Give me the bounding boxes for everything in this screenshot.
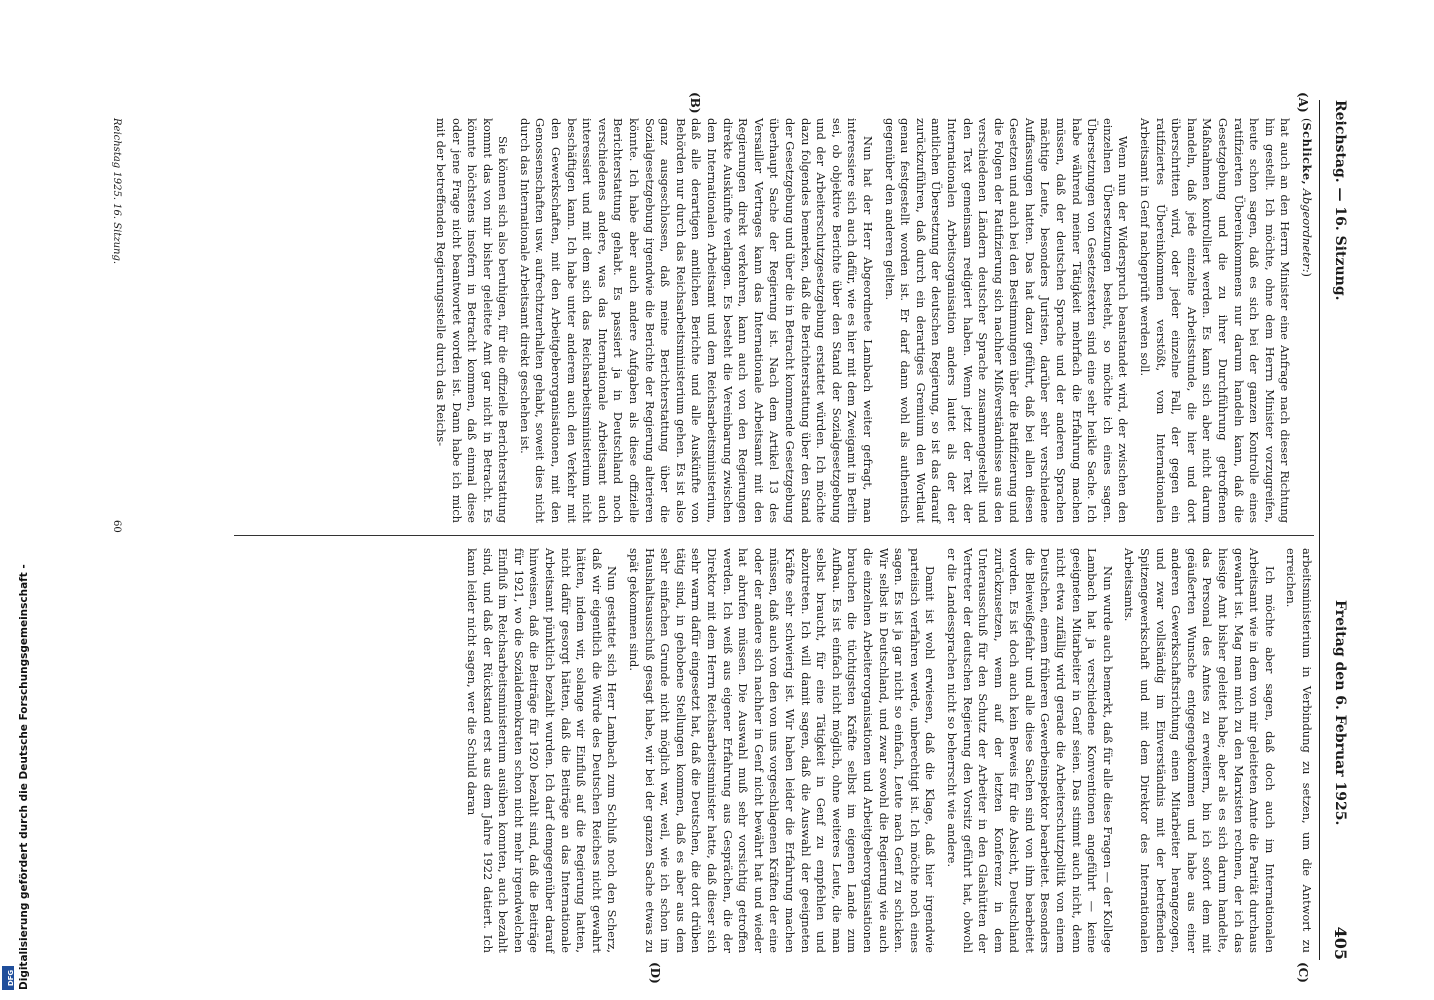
footer-page-mark: 60 [111, 520, 122, 533]
header-left: Reichstag. — 16. Sitzung. [1332, 100, 1348, 301]
paragraph: arbeitsministerium in Verbindung zu setzen, um die Antwort zu erreichen. [1284, 548, 1314, 953]
margin-marker-c: (C) [1296, 962, 1310, 983]
paragraph: Damit ist wohl erwiesen, daß die Klage, daß hier irgendwie parteiisch verfahren werde, unberechtigt ist. Ich möchte noch eines sagen. Es ist ja gar nicht so einfach, Leute nach Genf zu schicken. Wir selbst in Deutschland, und zwar sowohl die Regierung wie auch die einzelnen Arbeiterorganisationen und Arbeitgeberorganisationen brauchen die tüchtigsten Kräfte selbst im eigenen Lande zum Aufbau. Es ist einfach nicht möglich, ohne weiteres Leute, die man selbst braucht, für eine Tätigkeit in Genf zu empfehlen und abzutreten. Ich will damit sagen, daß die Auswahl der geeigneten Kräfte sehr schwierig ist. Wir haben leider die Erfahrung machen müssen, daß auch von den von uns vorgeschlagenen Kräften der eine oder der andere sich nachher in Genf nicht bewährt hat und wieder hat abrufen müssen. Die Auswahl muß sehr vorsichtig getroffen werden. Ich weiß aus eigener Erfahrung aus Gesprächen, die der Direktor mit dem Herrn Reichsarbeitsminister hatte, daß dieser sich sehr warm dafür eingesetzt hat, daß die Deutschen, die dort drüben tätig sind, in gehobene Stellungen kommen, daß es aber aus dem sehr einfachen Grunde nicht möglich war, weil, wie ich schon im Haushaltsausschuß gesagt habe, wir bei der ganzen Sache etwas zu spät gekommen sind. [627, 548, 938, 953]
paragraph: Ich möchte aber sagen, daß doch auch im Internationalen Arbeitsamt wie in dem von mir geleiteten Amte die Parität durchaus gewahrt ist. Mag man mich zu den Marxisten rechnen, der ich das hiesige Amt bisher geleitet habe; aber als es sich darum handelte, das Personal des Amtes zu erweitern, bin ich sofort dem mit geäußerten Wunsche entgegengekommen und habe aus einer anderen Gewerkschaftsrichtung einen Mitarbeiter herangezogen, und zwar vollständig im Einverständnis mit der betreffenden Spitzengewerkschaft und mit dem Direktor des Internationalen Arbeitsamts. [1122, 548, 1277, 953]
speaker-name: Schlicke, [1300, 122, 1314, 186]
column-divider [234, 535, 1314, 536]
left-column [426, 118, 1314, 523]
page-number: 405 [1331, 926, 1350, 960]
digitization-credit: Digitalisierung gefördert durch die Deutsche Forschungsgemeinschaft - [18, 564, 30, 990]
margin-marker-b: (B) [688, 92, 702, 114]
margin-marker-a: (A) [1296, 92, 1310, 113]
paragraph: Nun gestattet sich Herr Lambach zum Schluß noch den Scherz, daß wir eigentlich die Würde des Deutschen Reiches nicht gewahrt hätten, indem wir, solange wir Einfluß auf die Regierung hatten, nicht dafür gesorgt hätten, daß die Beiträge an das Internationale Arbeitsamt pünktlich bezahlt wurden. Ich darf demgegenüber darauf hinweisen, daß die Beiträge für 1920 bezahlt sind, daß die Beiträge für 1921, wo die Sozialdemokraten schon nicht mehr irgendwelchen Einfluß im Reichsarbeitsministerium ausüben konnten, auch bezahlt sind, und daß der Rückstand erst aus dem Jahre 1922 datiert. Ich kann leider nicht sagen, wer die Schuld daran [465, 548, 620, 953]
speaker-role: Abgeordneter: [1300, 188, 1314, 273]
paragraph: Nun wurde auch bemerkt, daß für alle diese Fragen — der Kollege Lambach hat ja verschiedene Konventionen angeführt — keine geeigneten Mitarbeiter in Genf seien. Das stimmt auch nicht, denn nicht etwa zufällig wird gerade die Arbeiterschutzpolitik von einem Deutschen, einem früheren Gewerbeinspektor bearbeitet. Besonders die Bleiweißgefahr und alle diese Sachen sind von ihm bearbeitet worden. Es ist doch auch kein Beweis für die Absicht, Deutschland zurückzusetzen, wenn auf der letzten Konferenz in dem Unterausschuß für den Schutz der Arbeiter in den Glashütten der Vertreter der deutschen Regierung den Vorsitz geführt hat, obwohl er die Landessprachen nicht so beherrscht wie andere. [944, 548, 1115, 953]
paragraph: (Schlicke, Abgeordneter:) [1300, 118, 1314, 277]
scanned-page [104, 0, 1362, 1000]
footer-signature: Reichstag 1925. 16. Sitzung. [111, 118, 122, 265]
paragraph: Wenn nun der Widerspruch beanstandet wird, der zwischen den einzelnen Übersetzungen besteht, so möchte ich eines sagen. Übersetzungen von Gesetzestexten sind eine sehr heikle Sache. Ich habe während meiner Tätigkeit mehrfach die Erfahrung machen müssen, daß der deutschen Sprache und der anderen Sprachen mächtige Leute, besonders Juristen, darüber sehr verschiedene Auffassungen hatten. Das hat dazu geführt, daß bei allen diesen Gesetzen und auch bei den Bestimmungen über die Ratifizierung und die Folgen der Ratifizierung sich nachher Mißverständnisse aus den verschiedenen Ländern deutscher Sprache zusammengestellt und den Text gemeinsam redigiert haben. Wenn jetzt der Text der Internationalen Arbeitsorganisation anders lautet als der der amtlichen Übersetzung der deutschen Regierung, so ist das darauf zurückzuführen, daß durch ein derartiges Gremium den Wortlaut genau festgestellt worden ist. Er darf dann wohl als authentisch gegenüber den anderen gelten. [882, 118, 1131, 523]
paragraph: hat auch an den Herrn Minister eine Anfrage nach dieser Richtung hin gestellt. Ich möchte, ohne dem Herrn Minister vorzugreifen, heute schon sagen, daß es sich bei der ganzen Kontrolle eines ratifizierten Übereinkommens nur darum handeln kann, daß die Gesetzgebung und die zu ihrer Durchführung getroffenen Maßnahmen kontrolliert werden. Es kann sich aber nicht darum handeln, daß jede einzelne Arbeitsstunde, die hier und dort überschritten wird, oder jeder einzelne Fall, der gegen ein ratifiziertes Übereinkommen verstößt, vom Internationalen Arbeitsamt in Genf nachgeprüft werden soll. [1138, 118, 1293, 523]
dfg-logo: DFG [2, 966, 14, 990]
paragraph: Sie können sich also beruhigen, für die offizielle Berichterstattung kommt das von mir bisher geleitete Amt gar nicht in Betracht. Es könnte höchstens insofern in Betracht kommen, daß einmal diese oder jene Frage nicht beantwortet worden ist. Dann habe ich mich mit der betreffenden Regierungsstelle durch das Reichs- [433, 118, 511, 523]
header-date: Freitag den 6. Februar 1925. [1332, 600, 1348, 826]
margin-marker-d: (D) [648, 962, 662, 984]
page-header [1319, 100, 1356, 960]
paragraph: Nun hat der Herr Abgeordnete Lambach weiter gefragt, man interessiere sich auch dafür, wie es hier mit dem Zweigamt in Berlin sei, ob objektive Berichte über den Stand der Sozialgesetzgebung und der Arbeiterschutzgesetzgebung erstattet würden. Ich möchte dazu folgendes bemerken, daß die Berichterstattung über den Stand der Gesetzgebung und über die in Betracht kommende Gesetzgebung überhaupt Sache der Regierung ist. Nach dem Artikel 13 des Versailler Vertrages kann das Internationale Arbeitsamt mit den Regierungen direkt verkehren, kann auch von den Regierungen direkte Auskünfte verlangen. Es besteht die Vereinbarung zwischen dem Internationalen Arbeitsamt und dem Reichsarbeitsministerium, daß alle derartigen amtlichen Berichte und alle Auskünfte von Behörden nur durch das Reichsarbeitsministerium gehen. Es ist also ganz ausgeschlossen, daß meine Berichterstattung über die Sozialgesetzgebung irgendwie die Berichte der Regierung alterieren könnte. Ich habe aber auch andere Aufgaben als diese offizielle Berichterstattung gehabt. Es passiert ja in Deutschland noch verschiedenes andere, was das Internationale Arbeitsamt auch interessiert und mit dem sich das Reichsarbeitsministerium nicht beschäftigen kann. Ich habe unter anderem auch den Verkehr mit den Gewerkschaften, mit den Arbeitgeberorganisationen, mit den Genossenschaften usw. aufrechtzuerhalten gehabt, soweit dies nicht durch das Internationale Arbeitsamt direkt geschehen ist. [517, 118, 875, 523]
sidebar [0, 0, 30, 1000]
right-column [458, 548, 1314, 953]
